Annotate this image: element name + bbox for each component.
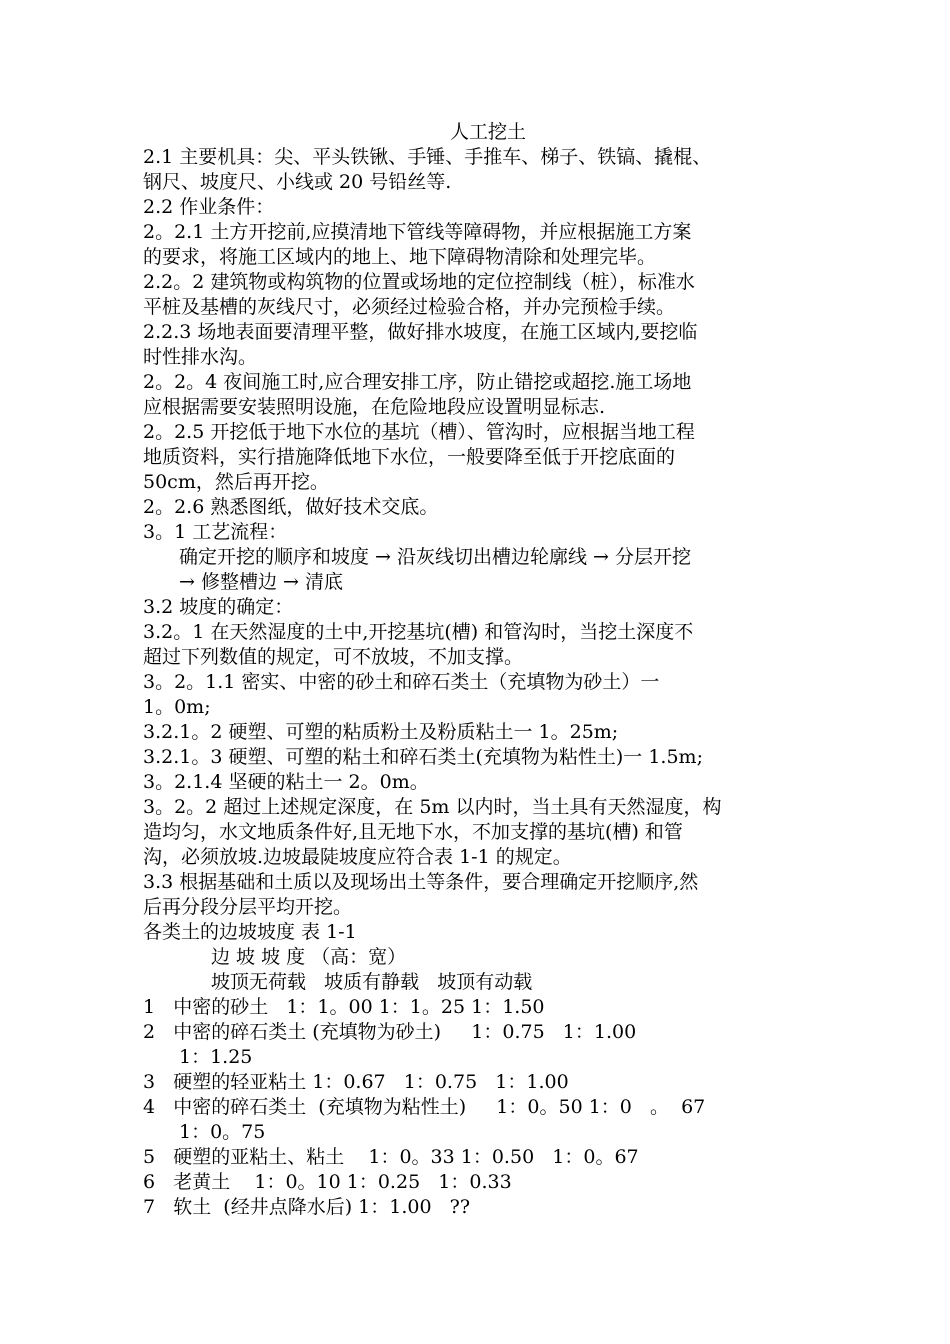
table-caption: 各类土的边坡坡度 表 1-1 <box>143 921 357 943</box>
table-row: 7 软土 (经井点降水后) 1：1.00 ?? <box>143 1196 471 1218</box>
text-line: 应根据需要安装照明设施，在危险地段应设置明显标志. <box>143 396 606 418</box>
table-row-continuation: 1：1.25 <box>179 1046 253 1068</box>
table-row: 4 中密的碎石类土 (充填物为粘性土) 1：0。50 1：0 。 67 <box>143 1096 706 1118</box>
process-flow-line: 确定开挖的顺序和坡度 → 沿灰线切出槽边轮廓线 → 分层开挖 <box>179 546 691 568</box>
table-column-headers: 坡顶无荷载 坡质有静载 坡顶有动载 <box>211 971 533 993</box>
text-line: 2。2.1 土方开挖前,应摸清地下管线等障碍物，并应根据施工方案 <box>143 221 692 243</box>
text-line: 钢尺、坡度尺、小线或 20 号铅丝等. <box>143 171 452 193</box>
table-row: 3 硬塑的轻亚粘土 1：0.67 1：0.75 1：1.00 <box>143 1071 569 1093</box>
text-line: 1。0m; <box>143 696 211 718</box>
text-line: 2。2.5 开挖低于地下水位的基坑（槽）、管沟时，应根据当地工程 <box>143 421 695 443</box>
table-row: 5 硬塑的亚粘土、粘土 1：0。33 1：0.50 1：0。67 <box>143 1146 639 1168</box>
text-line: 沟，必须放坡.边坡最陡坡度应符合表 1-1 的规定。 <box>143 846 572 868</box>
table-row: 6 老黄土 1：0。10 1：0.25 1：0.33 <box>143 1171 512 1193</box>
table-group-header: 边 坡 坡 度 （高：宽） <box>211 946 407 968</box>
document-title: 人工挖土 <box>449 121 526 143</box>
process-flow-line: → 修整槽边 → 清底 <box>179 571 343 593</box>
text-line: 3。2。2 超过上述规定深度，在 5m 以内时，当土具有天然湿度，构 <box>143 796 722 818</box>
text-line: 超过下列数值的规定，可不放坡，不加支撑。 <box>143 646 524 668</box>
text-line: 2.2.3 场地表面要清理平整，做好排水坡度，在施工区域内,要挖临 <box>143 321 698 343</box>
text-line: 3.2 坡度的确定： <box>143 596 294 618</box>
text-line: 平桩及基槽的灰线尺寸，必须经过检验合格，并办完预检手续。 <box>143 296 676 318</box>
text-line: 2。2。4 夜间施工时,应合理安排工序，防止错挖或超挖.施工场地 <box>143 371 692 393</box>
text-line: 2.1 主要机具：尖、平头铁锹、手锤、手推车、梯子、铁镐、撬棍、 <box>143 146 712 168</box>
table-row: 2 中密的碎石类土 (充填物为砂土) 1：0.75 1：1.00 <box>143 1021 637 1043</box>
text-line: 地质资料，实行措施降低地下水位，一般要降至低于开挖底面的 <box>143 446 676 468</box>
text-line: 3。2.1.4 坚硬的粘土一 2。0m。 <box>143 771 429 793</box>
text-line: 2。2.6 熟悉图纸，做好技术交底。 <box>143 496 439 518</box>
text-line: 3.2。1 在天然湿度的土中,开挖基坑(槽) 和管沟时，当挖土深度不 <box>143 621 694 643</box>
text-line: 3.3 根据基础和土质以及现场出土等条件，要合理确定开挖顺序,然 <box>143 871 699 893</box>
text-line: 3.2.1。2 硬塑、可塑的粘质粉土及粉质粘土一 1。25m; <box>143 721 619 743</box>
text-line: 造均匀，水文地质条件好,且无地下水，不加支撑的基坑(槽) 和管 <box>143 821 683 843</box>
text-line: 的要求，将施工区域内的地上、地下障碍物清除和处理完毕。 <box>143 246 657 268</box>
document-page <box>143 120 813 1220</box>
text-line: 后再分段分层平均开挖。 <box>143 896 353 918</box>
text-line: 50cm，然后再开挖。 <box>143 471 329 493</box>
text-line: 2.2。2 建筑物或构筑物的位置或场地的定位控制线（桩），标准水 <box>143 271 695 293</box>
text-line: 时性排水沟。 <box>143 346 258 368</box>
table-row: 1 中密的砂土 1：1。00 1：1。25 1：1.50 <box>143 996 545 1018</box>
text-line: 2.2 作业条件： <box>143 196 275 218</box>
table-row-continuation: 1：0。75 <box>179 1121 266 1143</box>
text-line: 3。1 工艺流程： <box>143 521 288 543</box>
text-line: 3.2.1。3 硬塑、可塑的粘土和碎石类土(充填物为粘性土)一 1.5m; <box>143 746 703 768</box>
text-line: 3。2。1.1 密实、中密的砂土和碎石类土（充填物为砂土）一 <box>143 671 660 693</box>
